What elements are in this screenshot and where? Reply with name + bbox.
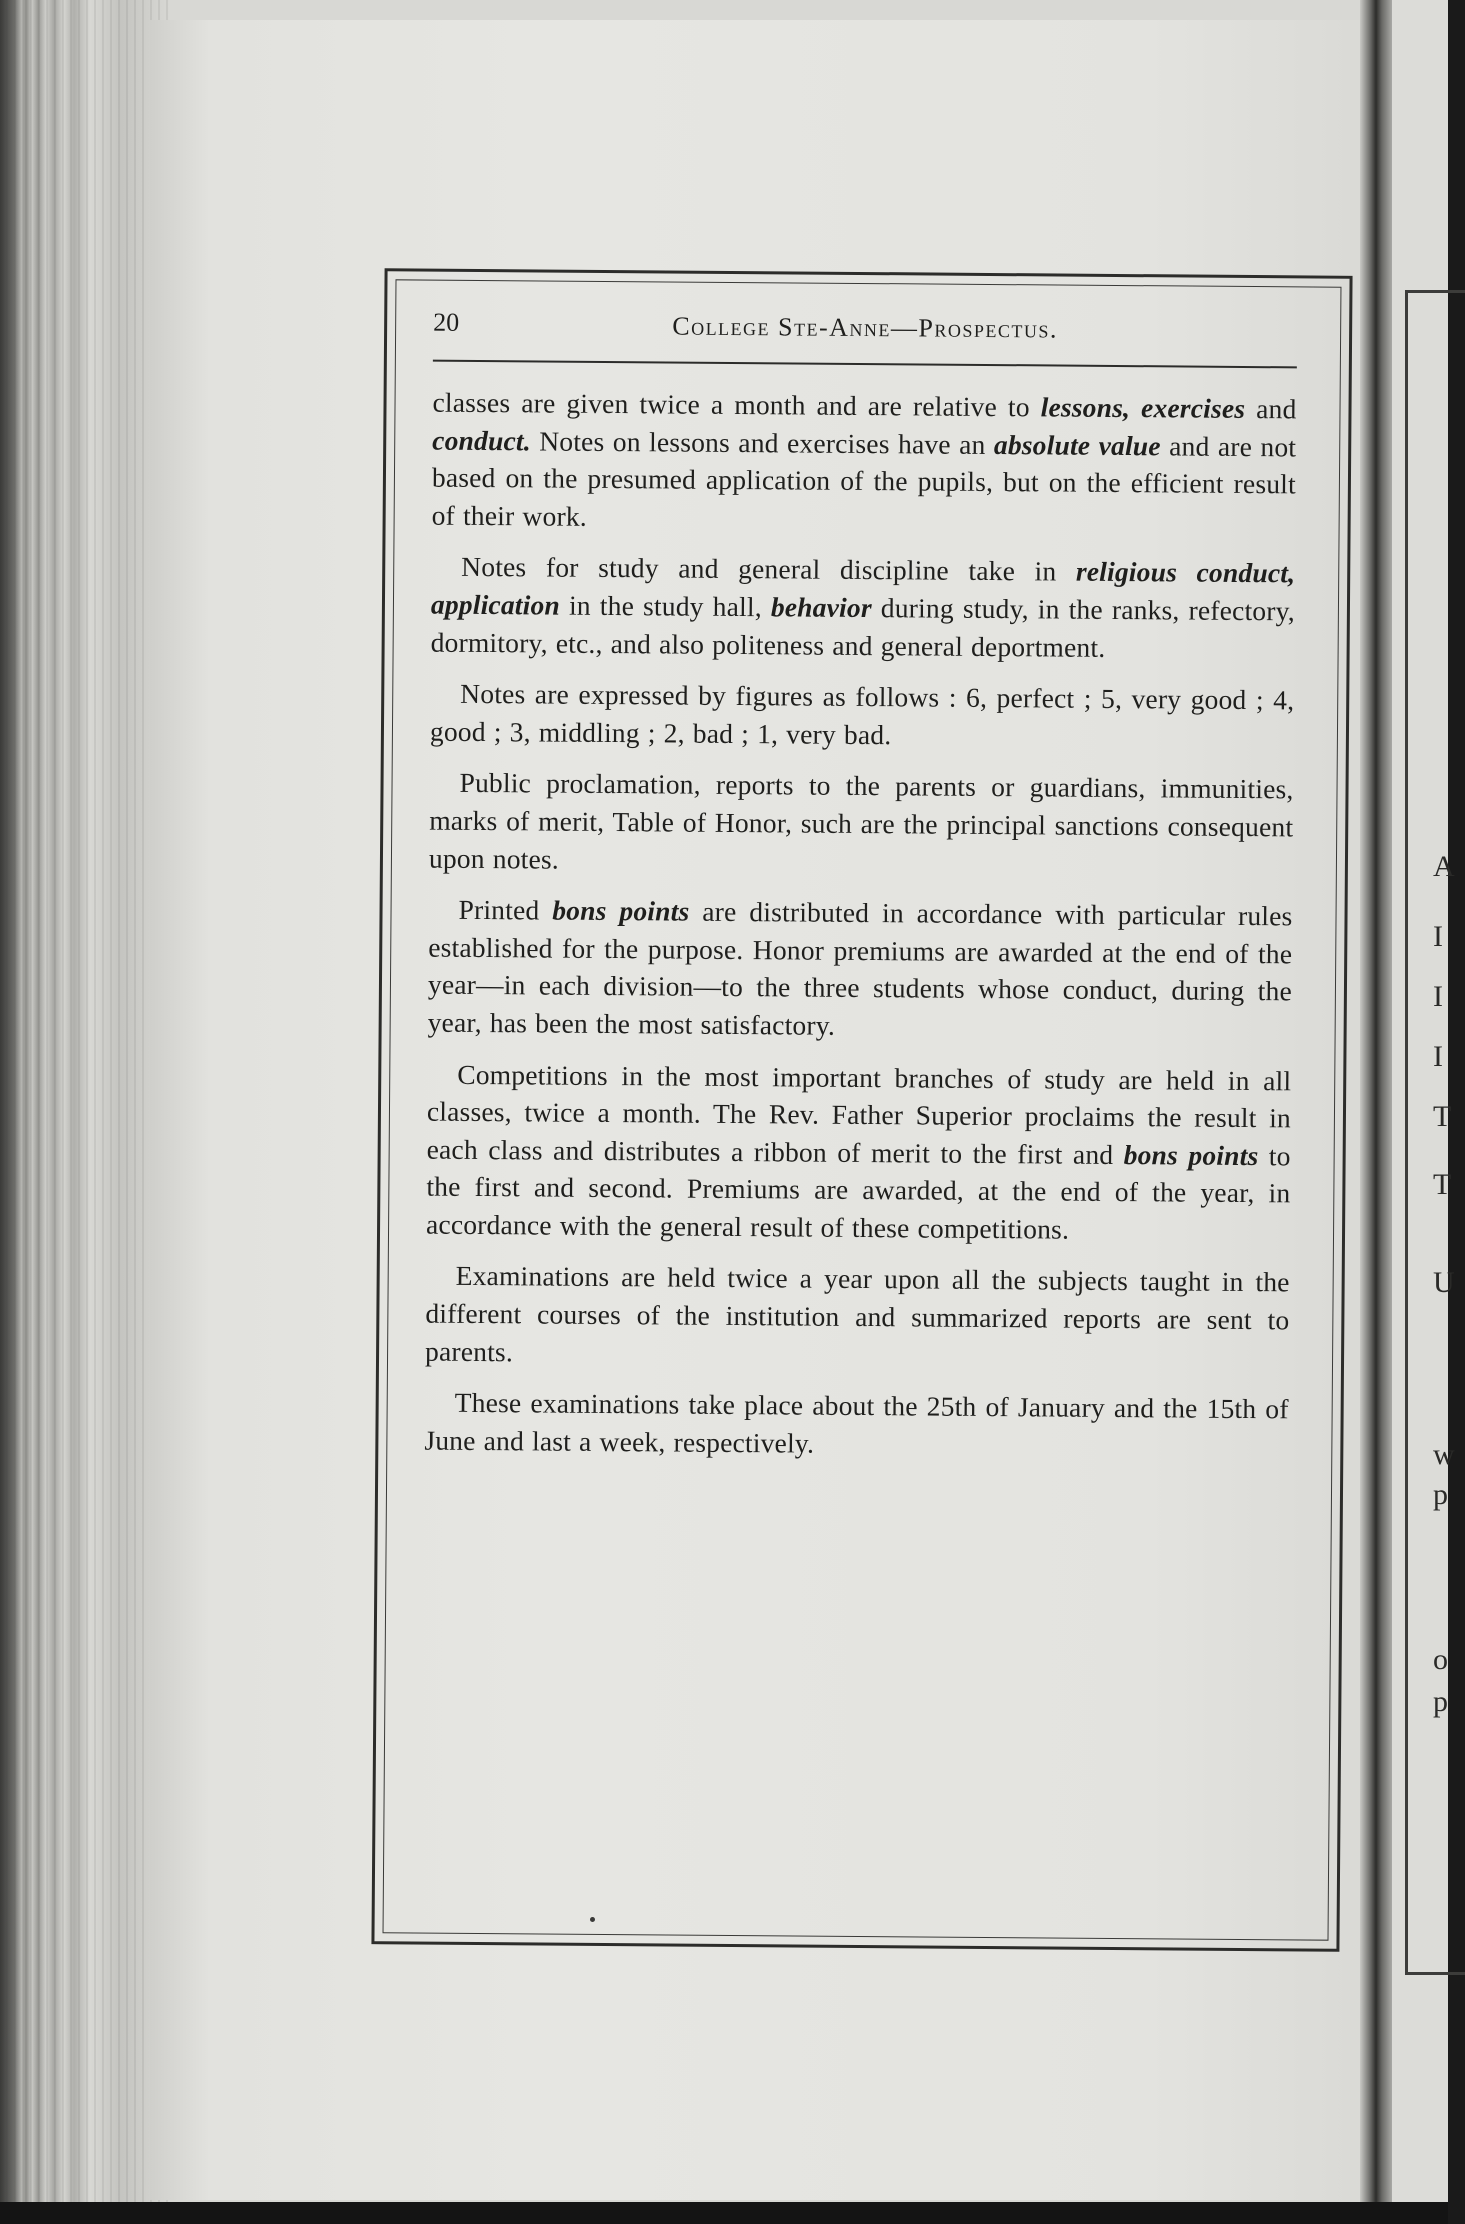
facing-fragment: T (1433, 1168, 1452, 1201)
running-title: College Ste-Anne—Prospectus. (672, 311, 1059, 344)
text-run: Examinations are held twice a year upon all the subjects taught in the different courses of the institution and summarized reports are sent to parents. (424, 1260, 1290, 1367)
italic-term: bons points (1123, 1138, 1259, 1171)
text-run: Competitions in the most important branches of study are held in all classes, twice a month. The Rev. Father Superior proclaims the result in each class and distributes a ribbon of merit to the first and (426, 1058, 1292, 1170)
italic-term: lessons, exercises (1040, 391, 1246, 424)
italic-term: bons points (552, 894, 690, 927)
text-run: These examinations take place about the 25th of January and the 15th of June and last a week, respectively. (424, 1387, 1289, 1459)
italic-term: absolute value (993, 428, 1161, 461)
italic-term: conduct. (432, 424, 531, 456)
text-run: in the study hall, (559, 589, 772, 623)
paragraph (431, 548, 1296, 668)
text-run: to the first and second. Premiums are awarded, at the end of the year, in accordance with the general result of these competitions. (425, 1139, 1291, 1245)
facing-fragment: U (1433, 1266, 1455, 1299)
paragraph (426, 1055, 1291, 1250)
facing-fragment: A (1433, 850, 1455, 883)
paragraph (432, 384, 1297, 541)
facing-fragment: p (1433, 1478, 1448, 1511)
paragraph (424, 1384, 1289, 1466)
paragraph (429, 764, 1294, 884)
facing-fragment: w (1433, 1438, 1455, 1471)
facing-fragment: o (1433, 1643, 1448, 1676)
paragraph (430, 675, 1295, 757)
paragraph (428, 891, 1293, 1048)
text-run: during study, in the ranks, refectory, dormitory, etc., and also politeness and general deportment. (430, 592, 1296, 663)
print-speck (590, 1917, 595, 1922)
italic-term: religious conduct, application (430, 556, 1296, 621)
page-border-frame (371, 268, 1352, 1952)
text-run: Public proclamation, reports to the parents or guardians, immunities, marks of merit, Table of Honor, such are the principal sanctions consequent upon notes. (428, 767, 1294, 875)
book-gutter (1360, 0, 1396, 2224)
scan-bottom-border (0, 2202, 1448, 2224)
text-run: classes are given twice a month and are relative to (432, 386, 1041, 423)
text-run: and (1245, 392, 1297, 425)
text-run: Notes for study and general discipline take in (461, 551, 1077, 588)
text-run: and are not based on the presumed application of the pupils, but on the efficient result of their work. (431, 429, 1297, 532)
facing-fragment: T (1433, 1100, 1452, 1133)
text-run: are distributed in accordance with particular rules established for the purpose. Honor premiums are awarded at the end of the year—in each division—to the three students whose conduct, during the year, has been the most satisfactory. (427, 895, 1293, 1041)
page-content (424, 302, 1297, 1480)
stacked-page-edges (0, 0, 170, 2224)
facing-fragment: I (1433, 1040, 1443, 1073)
text-run: Notes are expressed by figures as follows : 6, perfect ; 5, very good ; 4, good ; 3, middling ; 2, bad ; 1, very bad. (429, 677, 1295, 750)
body-text (424, 384, 1296, 1466)
text-run: Notes on lessons and exercises have an (530, 424, 995, 460)
paragraph (425, 1257, 1290, 1377)
facing-fragment: p (1433, 1685, 1448, 1718)
running-header (433, 302, 1297, 353)
header-rule (433, 360, 1297, 369)
facing-fragment: I (1433, 920, 1443, 953)
text-run: Printed (458, 893, 553, 926)
page-number: 20 (433, 307, 460, 337)
italic-term: behavior (770, 591, 872, 624)
facing-fragment: I (1433, 980, 1443, 1013)
